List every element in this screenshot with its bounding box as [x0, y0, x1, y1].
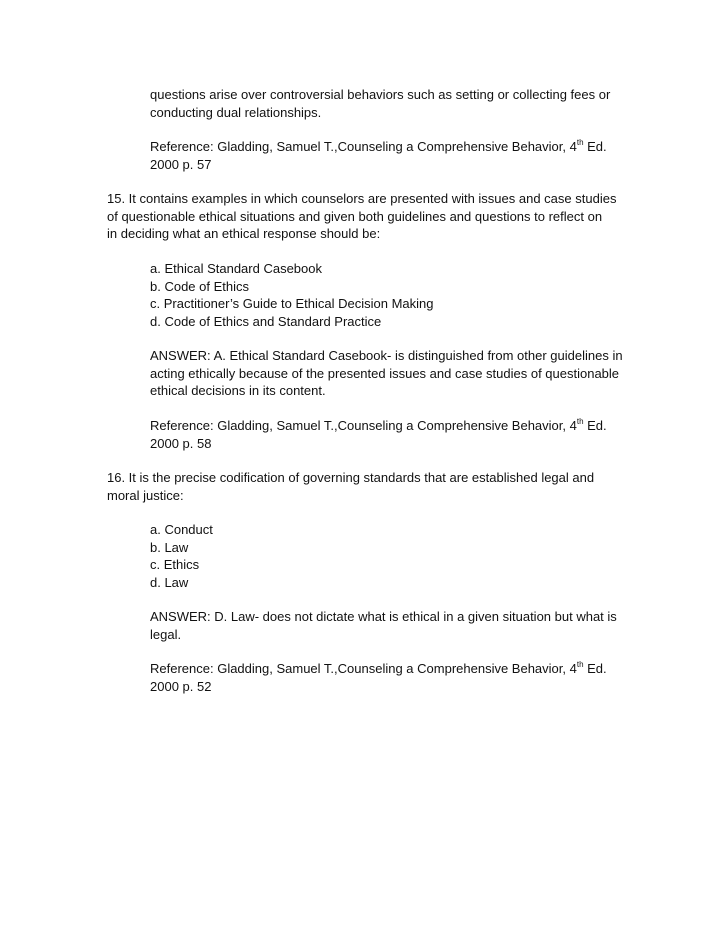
option-b: b. Code of Ethics [150, 278, 249, 294]
option-a: a. Ethical Standard Casebook [150, 261, 322, 276]
option-c: c. Practitioner’s Guide to Ethical Decision Making [150, 296, 434, 311]
ordinal-superscript: th [576, 137, 584, 147]
reference-edition: Ed. [583, 661, 607, 676]
reference-q15 [150, 417, 630, 452]
ordinal-superscript: th [576, 659, 584, 669]
question-16-answer [150, 608, 630, 643]
reference-edition: Ed. [583, 139, 607, 154]
reference-q14 [150, 138, 630, 173]
question-line: of questionable ethical situations and given both guidelines and questions to reflect on [107, 208, 603, 224]
question-line: 16. It is the precise codification of governing standards that are established legal and [107, 470, 595, 485]
continuation-text [150, 86, 630, 121]
reference-line [150, 417, 630, 435]
answer-line: ANSWER: D. Law- does not dictate what is ethical in a given situation but what is [150, 609, 617, 624]
reference-year-page: 2000 p. 52 [150, 678, 212, 694]
reference-text: Reference: Gladding, Samuel T.,Counseling a Comprehensive Behavior, 4 [150, 661, 577, 676]
question-15 [107, 190, 627, 243]
question-line: in deciding what an ethical response should be: [107, 226, 381, 241]
answer-line: ethical decisions in its content. [150, 383, 326, 398]
question-16 [107, 469, 627, 504]
text-line: questions arise over controversial behaviors such as setting or collecting fees or [150, 87, 611, 102]
answer-line: ANSWER: A. Ethical Standard Casebook- is distinguished from other guidelines in [150, 348, 623, 363]
reference-q16 [150, 660, 630, 695]
question-16-options [150, 521, 630, 591]
reference-edition: Ed. [583, 418, 607, 433]
question-15-options [150, 260, 630, 330]
option-c: c. Ethics [150, 557, 200, 572]
ordinal-superscript: th [576, 416, 584, 426]
question-line: 15. It contains examples in which counselors are presented with issues and case studies [107, 191, 617, 206]
reference-line [150, 138, 630, 156]
reference-text: Reference: Gladding, Samuel T.,Counseling a Comprehensive Behavior, 4 [150, 418, 577, 433]
option-a: a. Conduct [150, 522, 213, 537]
reference-year-page: 2000 p. 58 [150, 435, 212, 451]
text-line: conducting dual relationships. [150, 104, 322, 120]
question-line: moral justice: [107, 487, 184, 503]
option-b: b. Law [150, 539, 189, 555]
reference-year-page: 2000 p. 57 [150, 156, 212, 172]
reference-line [150, 660, 630, 678]
option-d: d. Code of Ethics and Standard Practice [150, 313, 382, 329]
question-15-answer [150, 347, 630, 400]
option-d: d. Law [150, 574, 189, 590]
answer-line: legal. [150, 626, 182, 642]
reference-text: Reference: Gladding, Samuel T.,Counseling a Comprehensive Behavior, 4 [150, 139, 577, 154]
answer-line: acting ethically because of the presented issues and case studies of questionable [150, 365, 620, 381]
